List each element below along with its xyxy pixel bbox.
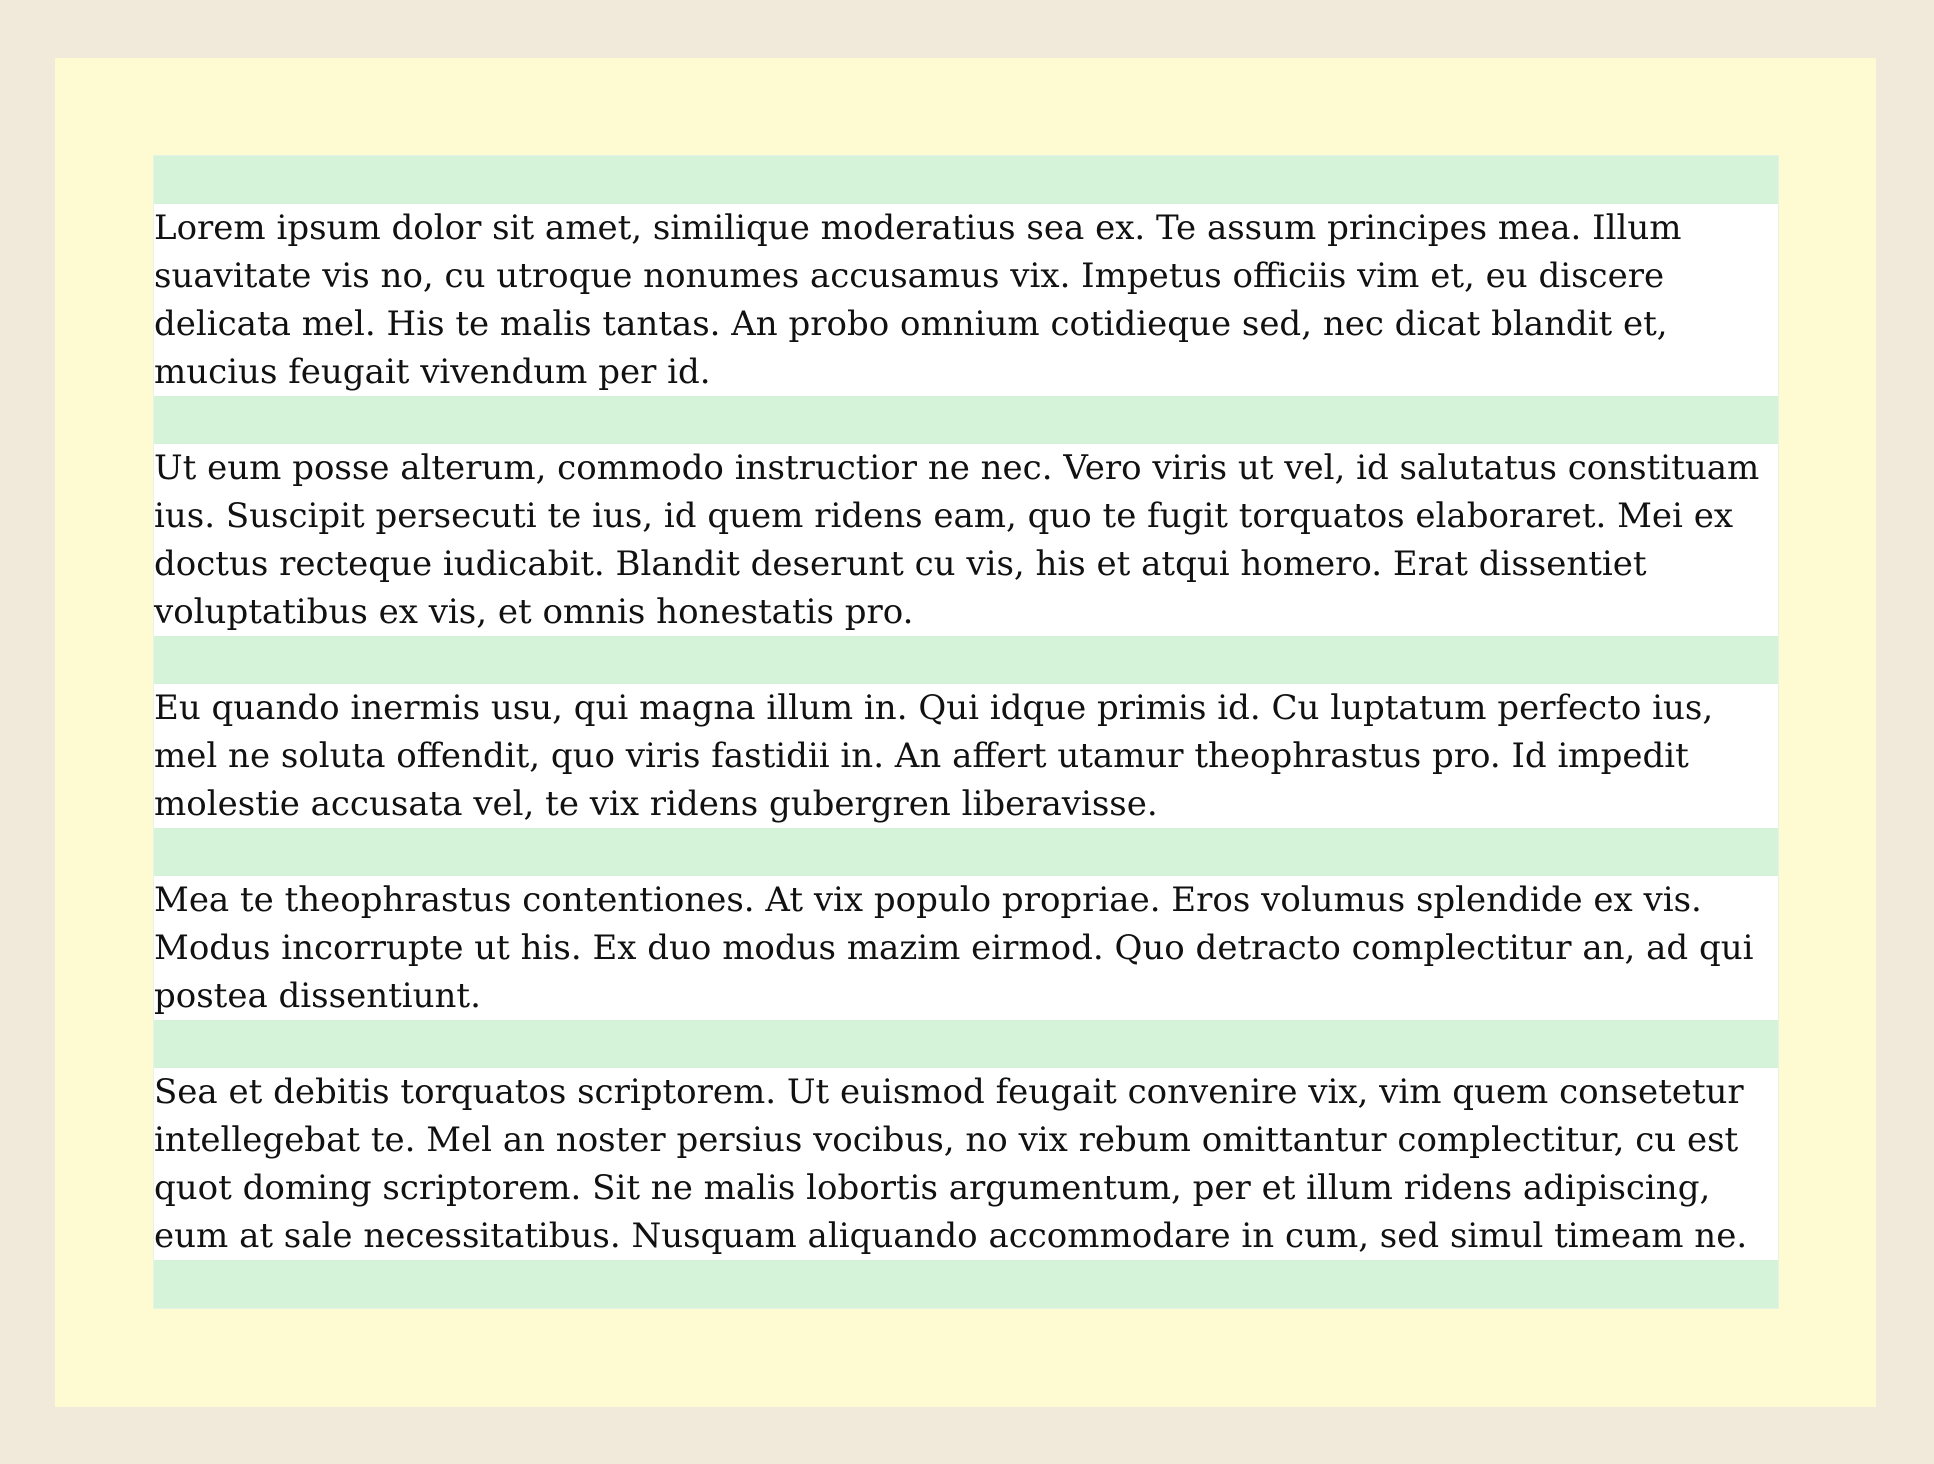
paragraph-spacer bbox=[154, 156, 1778, 204]
paragraph-3: Eu quando inermis usu, qui magna illum in. Qui idque primis id. Cu luptatum perfecto ius, mel ne soluta offendit, quo viris fastidii in. An affert utamur theophrastus pro. Id impedit molestie accusata vel, te vix ridens gubergren liberavisse. bbox=[154, 688, 1714, 824]
paragraph-spacer bbox=[154, 396, 1778, 444]
paragraph-1: Lorem ipsum dolor sit amet, similique moderatius sea ex. Te assum principes mea. Illum suavitate vis no, cu utroque nonumes accusamus vix. Impetus officiis vim et, eu discere delicata mel. His te malis tantas. An probo omnium cotidieque sed, nec dicat blandit et, mucius feugait vivendum per id. bbox=[154, 208, 1682, 392]
document-panel bbox=[55, 58, 1876, 1407]
paragraph-spacer bbox=[154, 636, 1778, 684]
paragraph-spacer bbox=[154, 828, 1778, 876]
paragraph-5: Sea et debitis torquatos scriptorem. Ut euismod feugait convenire vix, vim quem consetetur intellegebat te. Mel an noster persius vocibus, no vix rebum omittantur complectitur, cu est quot doming scriptorem. Sit ne malis lobortis argumentum, per et illum ridens adipiscing, eum at sale necessitatibus. Nusquam aliquando accommodare in cum, sed simul timeam ne. bbox=[154, 1072, 1748, 1256]
paragraph-spacer bbox=[154, 1260, 1778, 1308]
paragraph-4: Mea te theophrastus contentiones. At vix populo propriae. Eros volumus splendide ex vis. Modus incorrupte ut his. Ex duo modus mazim eirmod. Quo detracto complectitur an, ad qui postea dissentiunt. bbox=[154, 880, 1754, 1016]
document-content bbox=[153, 155, 1779, 1309]
paragraph-2: Ut eum posse alterum, commodo instructior ne nec. Vero viris ut vel, id salutatus constituam ius. Suscipit persecuti te ius, id quem ridens eam, quo te fugit torquatos elaboraret. Mei ex doctus recteque iudicabit. Blandit deserunt cu vis, his et atqui homero. Erat dissentiet voluptatibus ex vis, et omnis honestatis pro. bbox=[154, 448, 1760, 632]
paragraph-spacer bbox=[154, 1020, 1778, 1068]
